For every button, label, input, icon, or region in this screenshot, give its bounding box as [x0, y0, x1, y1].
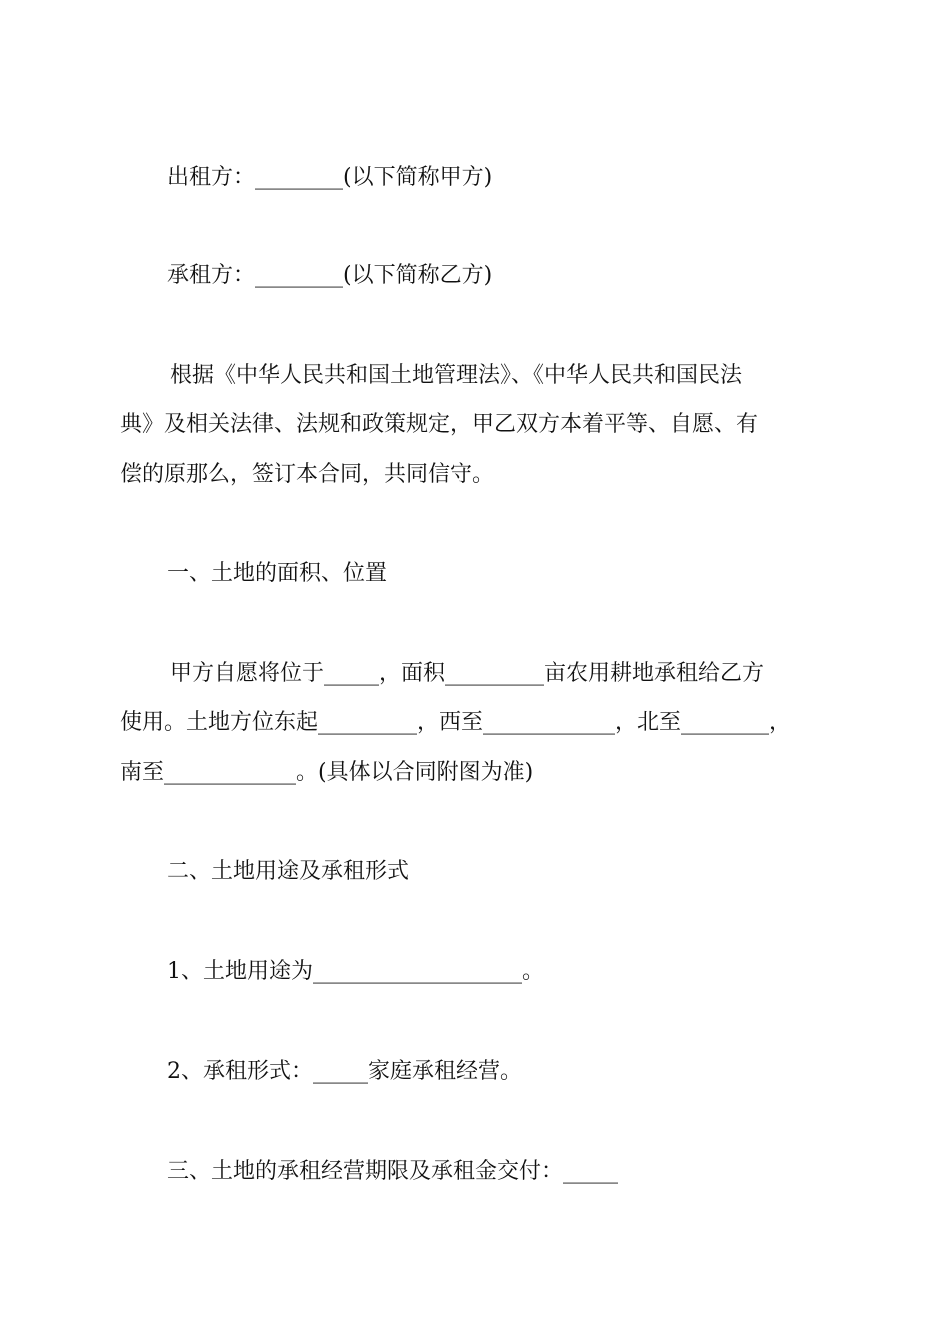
section1-text-3: 南至____________。(具体以合同附图为准) — [120, 760, 534, 785]
preamble-line-1 — [0, 356, 950, 396]
section1-text-2: 使用。土地方位东起_________，西至____________，北至________， — [120, 710, 792, 735]
section2-item-1 — [0, 952, 950, 992]
lessee-text: 承租方：________(以下简称乙方) — [167, 263, 493, 288]
preamble-text-3: 偿的原那么，签订本合同，共同信守。 — [120, 462, 495, 487]
section1-line-2 — [0, 703, 950, 743]
preamble-text-1: 根据《中华人民共和国土地管理法》、《中华人民共和国民法 — [170, 363, 743, 388]
preamble-line-2 — [0, 405, 950, 445]
section2-item-1-text: 1、土地用途为___________________。 — [167, 959, 544, 984]
section2-heading — [0, 852, 950, 892]
section1-heading — [0, 554, 950, 594]
lessee-line — [0, 256, 950, 296]
section1-line-3 — [0, 753, 950, 793]
section2-item-2-text: 2、承租形式：_____家庭承租经营。 — [167, 1059, 522, 1084]
section1-line-1 — [0, 654, 950, 694]
section2-heading-text: 二、土地用途及承租形式 — [167, 859, 410, 884]
section1-text-1: 甲方自愿将位于_____，面积_________亩农用耕地承租给乙方 — [170, 661, 765, 686]
lessor-line — [0, 158, 950, 198]
preamble-text-2: 典》及相关法律、法规和政策规定，甲乙双方本着平等、自愿、有 — [120, 412, 759, 437]
lessor-text: 出租方：________(以下简称甲方) — [167, 165, 493, 190]
section3-heading — [0, 1152, 950, 1192]
preamble-line-3 — [0, 455, 950, 495]
section3-heading-text: 三、土地的承租经营期限及承租金交付：_____ — [167, 1159, 619, 1184]
section2-item-2 — [0, 1052, 950, 1092]
section1-heading-text: 一、土地的面积、位置 — [167, 561, 388, 586]
